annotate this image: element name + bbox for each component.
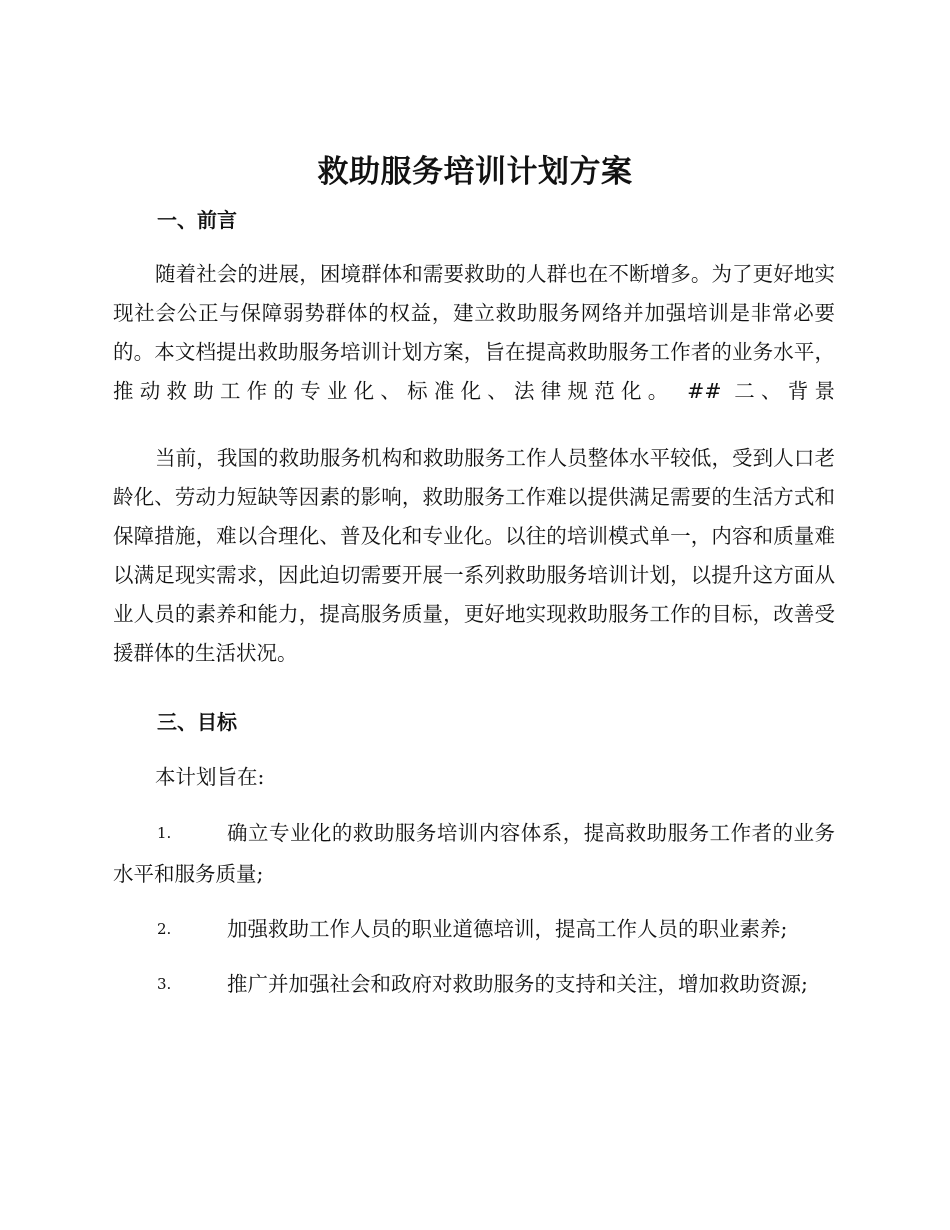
list-item xyxy=(113,964,835,1005)
list-item-number: 2. xyxy=(157,920,172,938)
section-heading-preface: 一、前言 xyxy=(157,208,237,232)
goals-intro: 本计划旨在: xyxy=(155,765,265,789)
section-heading-goals: 三、目标 xyxy=(157,710,237,734)
preface-paragraph: 随着社会的进展，困境群体和需要救助的人群也在不断增多。为了更好地实现社会公正与保障弱势群体的权益，建立救助服务网络并加强培训是非常必要的。本文档提出救助服务培训计划方案，旨在提高救助服务工作者的业务水平，推动救助工作的专业化、标准化、法律规范化。 ## 二、背景 xyxy=(113,262,835,403)
list-item xyxy=(113,813,835,895)
list-item-number: 1. xyxy=(157,824,172,842)
background-paragraph: 当前，我国的救助服务机构和救助服务工作人员整体水平较低，受到人口老龄化、劳动力短缺等因素的影响，救助服务工作难以提供满足需要的生活方式和保障措施，难以合理化、普及化和专业化。以往的培训模式单一，内容和质量难以满足现实需求，因此迫切需要开展一系列救助服务培训计划，以提升这方面从业人员的素养和能力，提高服务质量，更好地实现救助服务工作的目标，改善受援群体的生活状况。 xyxy=(113,446,835,665)
list-item-text: 推广并加强社会和政府对救助服务的支持和关注，增加救助资源; xyxy=(227,972,808,996)
document-title: 救助服务培训计划方案 xyxy=(317,154,633,190)
list-item-number: 3. xyxy=(157,975,172,993)
list-item-text: 加强救助工作人员的职业道德培训，提高工作人员的职业素养; xyxy=(227,917,788,941)
list-item-text: 确立专业化的救助服务培训内容体系，提高救助服务工作者的业务水平和服务质量; xyxy=(113,821,835,886)
list-item xyxy=(113,909,835,950)
